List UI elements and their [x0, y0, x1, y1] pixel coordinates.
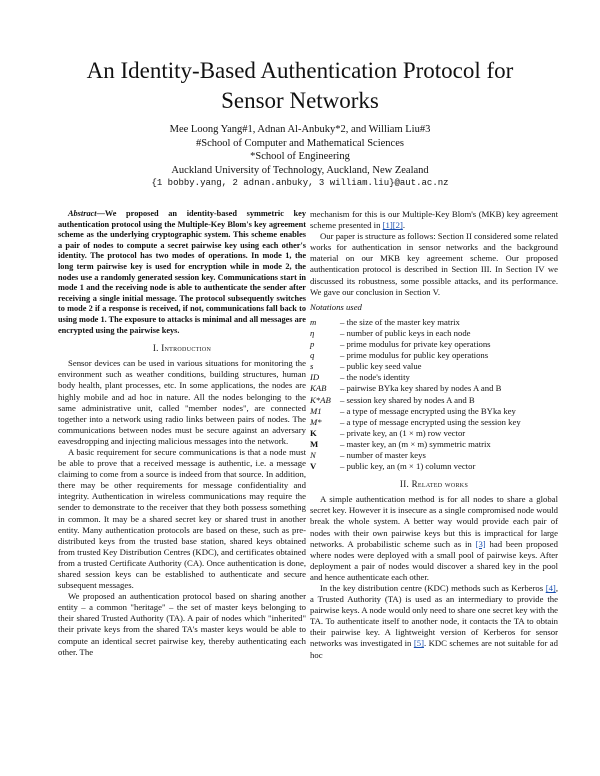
- intro-paragraph-3: We proposed an authentication protocol based on sharing another entity – a common "heritage" – the set of master keys belonging to their shared Trusted Authority (TA). A pair of nodes which "inherited" their private keys from the shared TA's master keys would be able to compute an identical secret pairwise key, thereby authenticating each other. The: [58, 591, 306, 657]
- notation-row: [310, 450, 558, 461]
- notation-symbol: V: [310, 461, 317, 472]
- author-block: [40, 123, 560, 191]
- notation-symbol: m: [310, 316, 317, 327]
- citation-link-4[interactable]: [4]: [545, 583, 556, 593]
- author-names: Mee Loong Yang#1, Adnan Al-Anbuky*2, and William Liu#3: [169, 124, 431, 135]
- rel-p1-text-b: had been proposed where nodes were deployed with a small pool of pairwise keys. After deployment a pair of nodes would discover a shared key in the pool and hence authenticate each other.: [310, 538, 558, 582]
- notation-description: – the size of the master key matrix: [340, 316, 460, 327]
- notations-list: [310, 317, 558, 472]
- citation-link-1-2[interactable]: [1][2]: [382, 220, 403, 231]
- intro-paragraph-1: Sensor devices can be used in various situations for monitoring the environment such as weather conditions, building structures, human body health, plant processes, etc. In some applications, the nodes are highly mobile and ad hoc in nature. All the nodes belonging to the same administrative unit, called "member nodes", are connected together into a network using radio links between pairs of nodes. The communications between nodes must be secure against an adversary eavesdropping and injecting malicious messages into the network.: [58, 358, 306, 446]
- title-line-2: Sensor Networks: [221, 88, 379, 113]
- notation-description: – private key, an (1 × m) row vector: [340, 427, 466, 438]
- notation-description: – prime modulus for private key operations: [340, 339, 491, 350]
- notation-description: – session key shared by nodes A and B: [340, 394, 475, 405]
- notation-description: – public key seed value: [340, 361, 422, 372]
- notation-row: [310, 350, 558, 361]
- rel-p1-text-a: A simple authentication method is for all nodes to share a global secret key. However it is insecure as a single compromised node would break the whole system. A better way would provide each pair of nodes with their own pairwise keys but this is impractical for large networks. A probabilistic scheme such as in: [310, 494, 558, 549]
- related-paragraph-1: [310, 494, 558, 583]
- affiliation-3: Auckland University of Technology, Auckland, New Zealand: [171, 164, 429, 176]
- right-column: [310, 209, 558, 661]
- right-paragraph-2: Our paper is structure as follows: Section II considered some related works for authentication in sensor networks and the background material on our MKB key agreement scheme. Our proposed authentication protocol is described in Section III. In Section IV we discussed its robustness, some possible attacks, and its performance. We gave our conclusion in Section V.: [310, 231, 558, 297]
- notation-symbol: K*AB: [310, 394, 331, 405]
- author-emails: {1 bobby.yang, 2 adnan.anbuky, 3 william.liu}@aut.ac.nz: [151, 178, 449, 188]
- notation-row: [310, 439, 558, 450]
- notation-description: – a type of message encrypted using the BYka key: [340, 405, 516, 416]
- notation-description: – number of public keys in each node: [340, 327, 471, 338]
- affiliation-2: *School of Engineering: [250, 151, 350, 162]
- notation-row: [310, 372, 558, 383]
- rel-p2-text-b: , a Trusted Authority (TA) is used as an intermediary to provide the pairwise keys. A node would only need to share one secret key with the TA. To authenticate itself to another node, it contacts the TA to obtain their pairwise key. A lightweight version of Kerberos for sensor networks was investigated in: [310, 583, 559, 649]
- notation-description: – public key, an (m × 1) column vector: [340, 461, 476, 472]
- abstract-text: We proposed an identity-based symmetric key authentication protocol using the Multiple-Key Blom's key agreement scheme as the underlying cryptographic system. This scheme enables a pair of nodes to compute a secret pairwise key using each other's identity. The protocol has two modes of operations. In mode 1, the long term pairwise key is used for encryption while in mode 2, the nodes use a randomly generated session key. Communications start in mode 1 and the receiving node is able to authenticate the sender after receiving a single initial message. The protocol subsequently switches to mode 2 if a response is received, if not, communications fall back to using mode 1. The exposure to attacks is minimal and all messages are encrypted using the pairwise keys.: [58, 209, 306, 335]
- notation-row: [310, 428, 558, 439]
- intro-paragraph-2: A basic requirement for secure communications is that a node must be able to prove that a received message is authentic, i.e. a message claiming to come from a source is indeed from that source. In addition, there may be other requirements for message confidentiality and integrity. Authentication in wireless communications may require the sender to demonstrate to the receiver that they both possess something in common. It may be a shared secret key or shared trust in another entity. Many authentication protocols are based on these, such as pre-distributed keys from the trusted base station, shared keys obtained from trusted Key Distribution Centres (KDC), and certificates obtained from a trusted Certificate Authority (CA). Once authentication is done, shared session keys can be established to authenticate and secure subsequent messages.: [58, 446, 306, 591]
- abstract-label: Abstract—: [68, 209, 105, 218]
- paper-title: [40, 56, 560, 116]
- notation-row: [310, 383, 558, 394]
- notation-symbol: K: [310, 427, 317, 438]
- rel-p2-text-a: In the key distribution centre (KDC) methods such as Kerberos: [320, 583, 546, 593]
- notation-row: [310, 361, 558, 372]
- notation-symbol: p: [310, 339, 315, 350]
- right-p1-text-a: mechanism for this is our Multiple-Key Blom's (MKB) key agreement scheme presented in: [310, 209, 558, 231]
- citation-link-5[interactable]: [5]: [413, 638, 424, 649]
- notation-symbol: q: [310, 350, 315, 361]
- notation-symbol: M: [310, 438, 319, 449]
- notation-row: [310, 461, 558, 472]
- left-column: [58, 209, 306, 658]
- related-paragraph-2: [310, 583, 558, 661]
- notation-symbol: M1: [310, 405, 322, 416]
- citation-link-3[interactable]: [3]: [475, 538, 486, 549]
- notation-description: – the node's identity: [340, 372, 410, 383]
- section-heading-related-works: II. Related works: [399, 479, 469, 490]
- notation-description: – master key, an (m × m) symmetric matrix: [340, 438, 491, 449]
- notation-row: [310, 317, 558, 328]
- section-heading-introduction: I. Introduction: [152, 343, 212, 354]
- notation-row: [310, 417, 558, 428]
- notation-row: [310, 395, 558, 406]
- abstract: [58, 209, 306, 336]
- notation-description: – pairwise BYka key shared by nodes A and B: [340, 383, 502, 394]
- notations-title: Notations used: [310, 301, 362, 312]
- right-p1-text-b: .: [402, 220, 406, 231]
- notation-description: – number of master keys: [340, 449, 426, 460]
- notation-symbol: η: [310, 327, 315, 338]
- affiliation-1: #School of Computer and Mathematical Sciences: [196, 137, 404, 149]
- notation-row: [310, 339, 558, 350]
- notation-symbol: M*: [310, 416, 322, 427]
- right-paragraph-1: [310, 209, 558, 231]
- rel-p2-text-c: . KDC schemes are not suitable for ad hoc: [310, 638, 558, 660]
- notation-symbol: N: [310, 449, 316, 460]
- notation-symbol: s: [310, 361, 314, 372]
- notation-description: – prime modulus for public key operations: [340, 350, 489, 361]
- notation-row: [310, 406, 558, 417]
- notation-row: [310, 328, 558, 339]
- notation-symbol: ID: [310, 372, 320, 383]
- notation-description: – a type of message encrypted using the session key: [340, 416, 521, 427]
- notation-symbol: KAB: [310, 383, 327, 394]
- title-line-1: An Identity-Based Authentication Protocol for: [86, 58, 514, 83]
